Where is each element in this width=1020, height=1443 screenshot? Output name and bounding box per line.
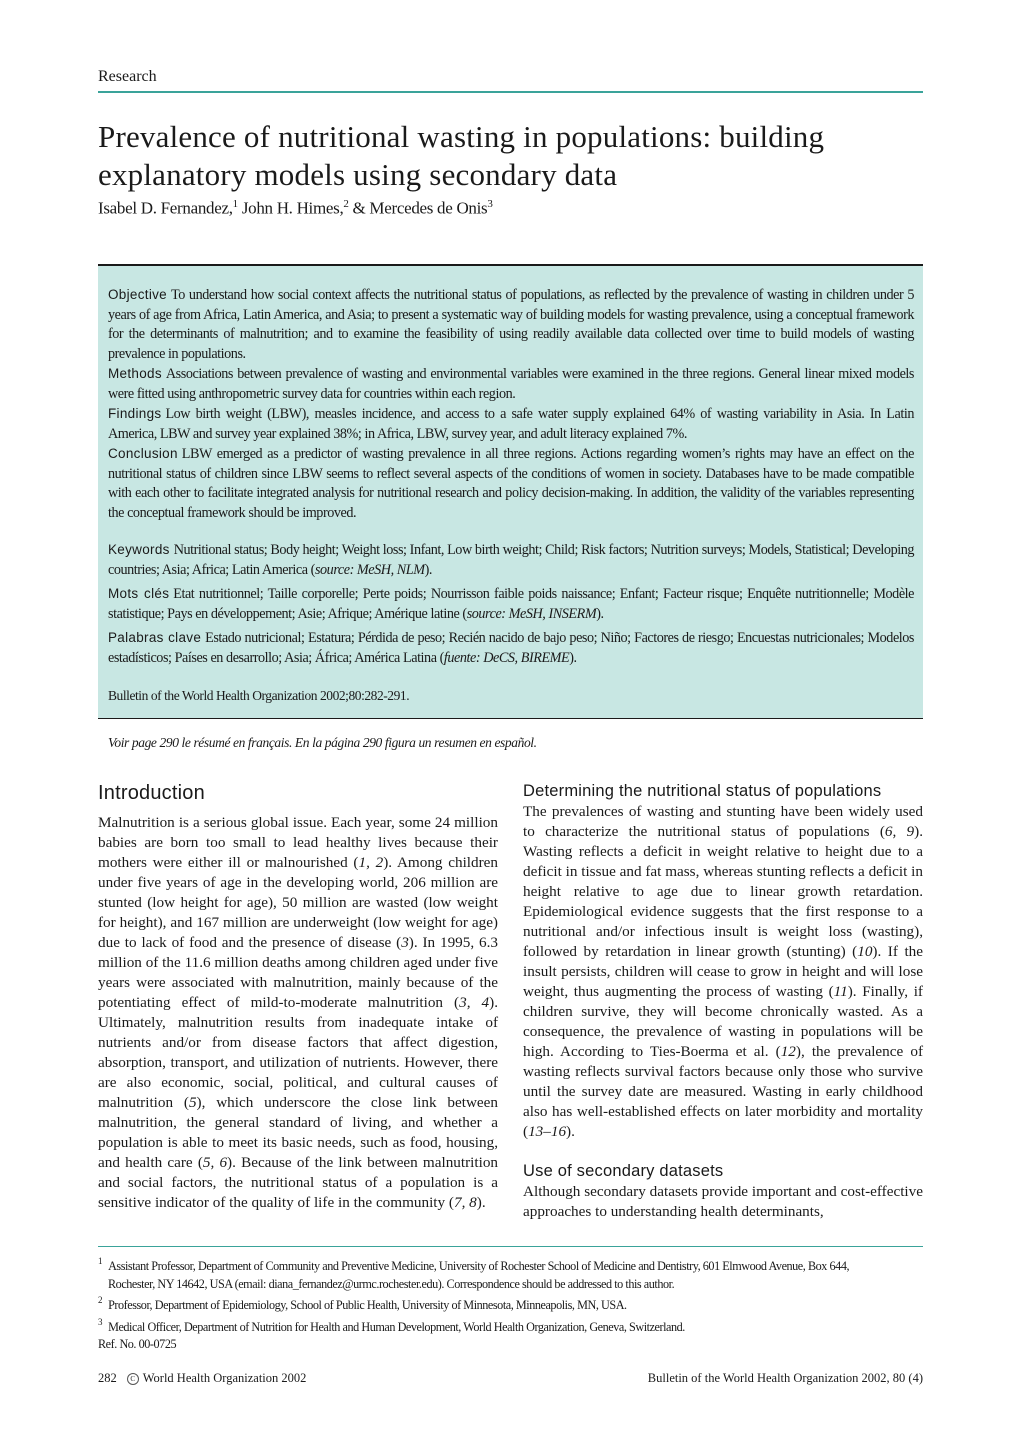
keywords-block [108,540,914,580]
motscles-source: source: MeSH, INSERM [466,605,597,622]
footnotes [98,1254,923,1354]
footnote-1 [98,1254,923,1276]
keywords-source: source: MeSH, NLM [314,561,425,578]
findings-label: Findings [108,406,162,421]
citation-ref[interactable]: 3, 4 [459,994,490,1011]
objective-label: Objective [108,287,167,302]
secondary-text: Although secondary datasets provide important and cost-effective approaches to understanding health determinants, [523,1183,923,1220]
intro-text: ), which underscore the close link between malnutrition, the general standard of living, and whether a population is able to meet its basic needs, such as food, housing, and health care ( [98,1094,498,1171]
abstract-body [108,285,914,523]
author-affiliation-mark: 1 [232,198,238,210]
footnote-text: Medical Officer, Department of Nutrition for Health and Human Development, World Health Organization, Geneva, Switzerland. [108,1319,685,1334]
palabras-block [108,628,914,668]
intro-text: ). Among children under five years of age in the developing world, 206 million are stunted (low height for age), 50 million are wasted (low weight for height), and 167 million are underweight (low weight for age) due to lack of food and the presence of disease ( [98,854,498,951]
motscles-label: Mots clés [108,586,170,601]
footnote-text: Assistant Professor, Department of Community and Preventive Medicine, University of Rochester School of Medicine and Dentistry, 601 Elmwood Avenue, Box 644, [108,1259,850,1274]
conclusion-text: LBW emerged as a predictor of wasting prevalence in all three regions. Actions regarding women’s rights may have an effect on the nutritional status of children since LBW seems to reflect several aspects of the conditions of women in society. Databases have to be made compatible with each other to facilitate integrated analysis for nutritional research and policy decision-making. In addition, the validity of the variables representing the conceptual framework should be improved. [108,446,914,521]
secondary-paragraph [523,1182,923,1222]
motscles-end: ). [596,605,604,622]
intro-paragraph [98,813,498,1213]
translation-note: Voir page 290 le résumé en français. En la página 290 figura un resumen en español. [108,735,537,750]
footnote-1-continued: Rochester, NY 14642, USA (email: diana_fernandez@urmc.rochester.edu). Correspondence should be addressed to this author. [108,1276,675,1291]
palabras-source: fuente: DeCS, BIREME [443,649,570,666]
citation-ref[interactable]: 6, 9 [884,823,915,840]
citation-ref[interactable]: 5 [188,1094,197,1111]
citation-ref[interactable]: 10 [857,943,873,960]
findings-text: Low birth weight (LBW), measles incidence, and access to a safe water supply explained 64% of wasting variability in Asia. In Latin America, LBW and survey year explained 38%; in Africa, LBW, survey year, and adult literacy explained 7%. [108,406,914,442]
motscles-block [108,584,914,624]
citation-ref[interactable]: 11 [833,983,848,1000]
intro-text: ). Ultimately, malnutrition results from inadequate intake of nutrients and/or from disease factors that affect digestion, absorption, transport, and utilization of nutrients. However, there are also economic, social, political, and cultural causes of malnutrition ( [98,994,498,1111]
determining-text: The prevalences of wasting and stunting have been widely used to characterize the nutritional status of populations ( [523,803,923,840]
palabras-label: Palabras clave [108,630,202,645]
citation-ref[interactable]: 13–16 [528,1123,567,1140]
author-affiliation-mark: 2 [343,198,349,210]
intro-text: Malnutrition is a serious global issue. Each year, some 24 million babies are born too small to lead healthy lives because their mothers were either ill or malnourished ( [98,814,498,871]
footnote-rule [98,1246,923,1247]
determining-text: ). [566,1123,575,1140]
author-affiliation-mark: 3 [487,198,493,210]
keywords-end: ). [424,561,432,578]
keywords-label: Keywords [108,542,170,557]
citation-ref[interactable]: 1, 2 [358,854,384,871]
citation-ref[interactable]: 12 [780,1043,796,1060]
intro-text: ). Because of the link between malnutrition and social factors, the nutritional status of a population is a sensitive indicator of the quality of life in the community ( [98,1154,499,1211]
copyright-icon: C [127,1373,139,1385]
determining-text: ). Finally, if children survive, they will become chronically wasted. As a consequence, the prevalence of wasting in populations will be high. According to Ties-Boerma et al. ( [523,983,923,1060]
journal-footer: Bulletin of the World Health Organization 2002, 80 (4) [647,1371,923,1385]
intro-heading: Introduction [98,782,205,804]
palabras-text: Estado nutricional; Estatura; Pérdida de peso; Recién nacido de bajo peso; Niño; Factores de riesgo; Encuestas nutricionales; Modelos estadísticos; Países en desarrollo; Asia; África; América Latina ( [108,630,914,666]
citation-ref[interactable]: 7, 8 [453,1194,477,1211]
footnote-3 [98,1315,923,1337]
abstract-box [98,264,923,719]
motscles-text: Etat nutritionnel; Taille corporelle; Perte poids; Nourrisson faible poids naissance; Enfant; Facteur risque; Enquête nutritionnelle; Modèle statistique; Pays en développement; Asie; Afrique; Amérique latine ( [108,586,914,622]
secondary-heading: Use of secondary datasets [523,1162,724,1180]
bibliographic-citation: Bulletin of the World Health Organization 2002;80:282-291. [108,688,410,703]
footnote-2 [98,1293,923,1315]
page-footer-left [98,1371,306,1386]
footnote-text: Professor, Department of Epidemiology, School of Public Health, University of Minnesota, Minneapolis, MN, USA. [108,1298,627,1313]
copyright-text: World Health Organization 2002 [142,1371,307,1385]
footnote-number: 1 [98,1256,103,1266]
conclusion-label: Conclusion [108,446,178,461]
page-number: 282 [98,1371,117,1385]
author-name: Isabel D. Fernandez, [98,198,233,218]
citation-ref[interactable]: 3 [401,934,409,951]
determining-paragraph [523,802,923,1142]
intro-text: ). [476,1194,486,1211]
determining-text: ), the prevalence of wasting reflects survival factors because only those who survive until the survey date are measured. Wasting in early childhood also has well-established effects on later morbidity and mortality ( [523,1043,924,1140]
reference-number: Ref. No. 00-0725 [98,1337,177,1352]
intro-text: ). In 1995, 6.3 million of the 11.6 million deaths among children aged under five years were associated with malnutrition, mainly because of the potentiating effect of mild-to-moderate malnutrition ( [98,934,498,1011]
footnote-number: 3 [98,1316,103,1327]
objective-text: To understand how social context affects the nutritional status of populations, as reflected by the prevalence of wasting in children under 5 years of age from Africa, Latin America, and Asia; to present a systematic way of building models for wasting prevalence, using a conceptual framework for the determinants of malnutrition; and to examine the feasibility of using readily available data collected over time to build models of wasting prevalence in populations. [108,287,914,362]
determining-heading: Determining the nutritional status of populations [523,782,882,800]
author-list [98,198,493,219]
section-label: Research [98,68,157,85]
keywords-text: Nutritional status; Body height; Weight loss; Infant, Low birth weight; Child; Risk factors; Nutrition surveys; Models, Statistical; Developing countries; Asia; Africa; Latin America ( [108,542,914,578]
palabras-end: ). [569,649,577,666]
methods-label: Methods [108,366,162,381]
author-name: John H. Himes, [237,198,344,218]
citation-ref[interactable]: 5, 6 [202,1154,228,1171]
determining-text: ). If the insult persists, children will cease to grow in height and will lose weight, thus augmenting the process of wasting ( [523,943,923,1000]
footnote-number: 2 [98,1295,103,1306]
methods-text: Associations between prevalence of wasting and environmental variables were examined in the three regions. General linear mixed models were fitted using anthropometric survey data for countries within each region. [108,366,914,402]
author-name: & Mercedes de Onis [348,198,488,218]
determining-text: ). Wasting reflects a deficit in weight relative to height due to a deficit in tissue and fat mass, whereas stunting reflects a deficit in height relative to age due to linear growth retardation. Epidemiological evidence suggests that the first response to a nutritional and/or infectious insult is weight loss (wasting), followed by retardation in linear growth (stunting) ( [523,823,923,960]
header-rule [98,91,923,93]
article-title: Prevalence of nutritional wasting in populations: building explanatory models using secondary data [98,119,825,192]
